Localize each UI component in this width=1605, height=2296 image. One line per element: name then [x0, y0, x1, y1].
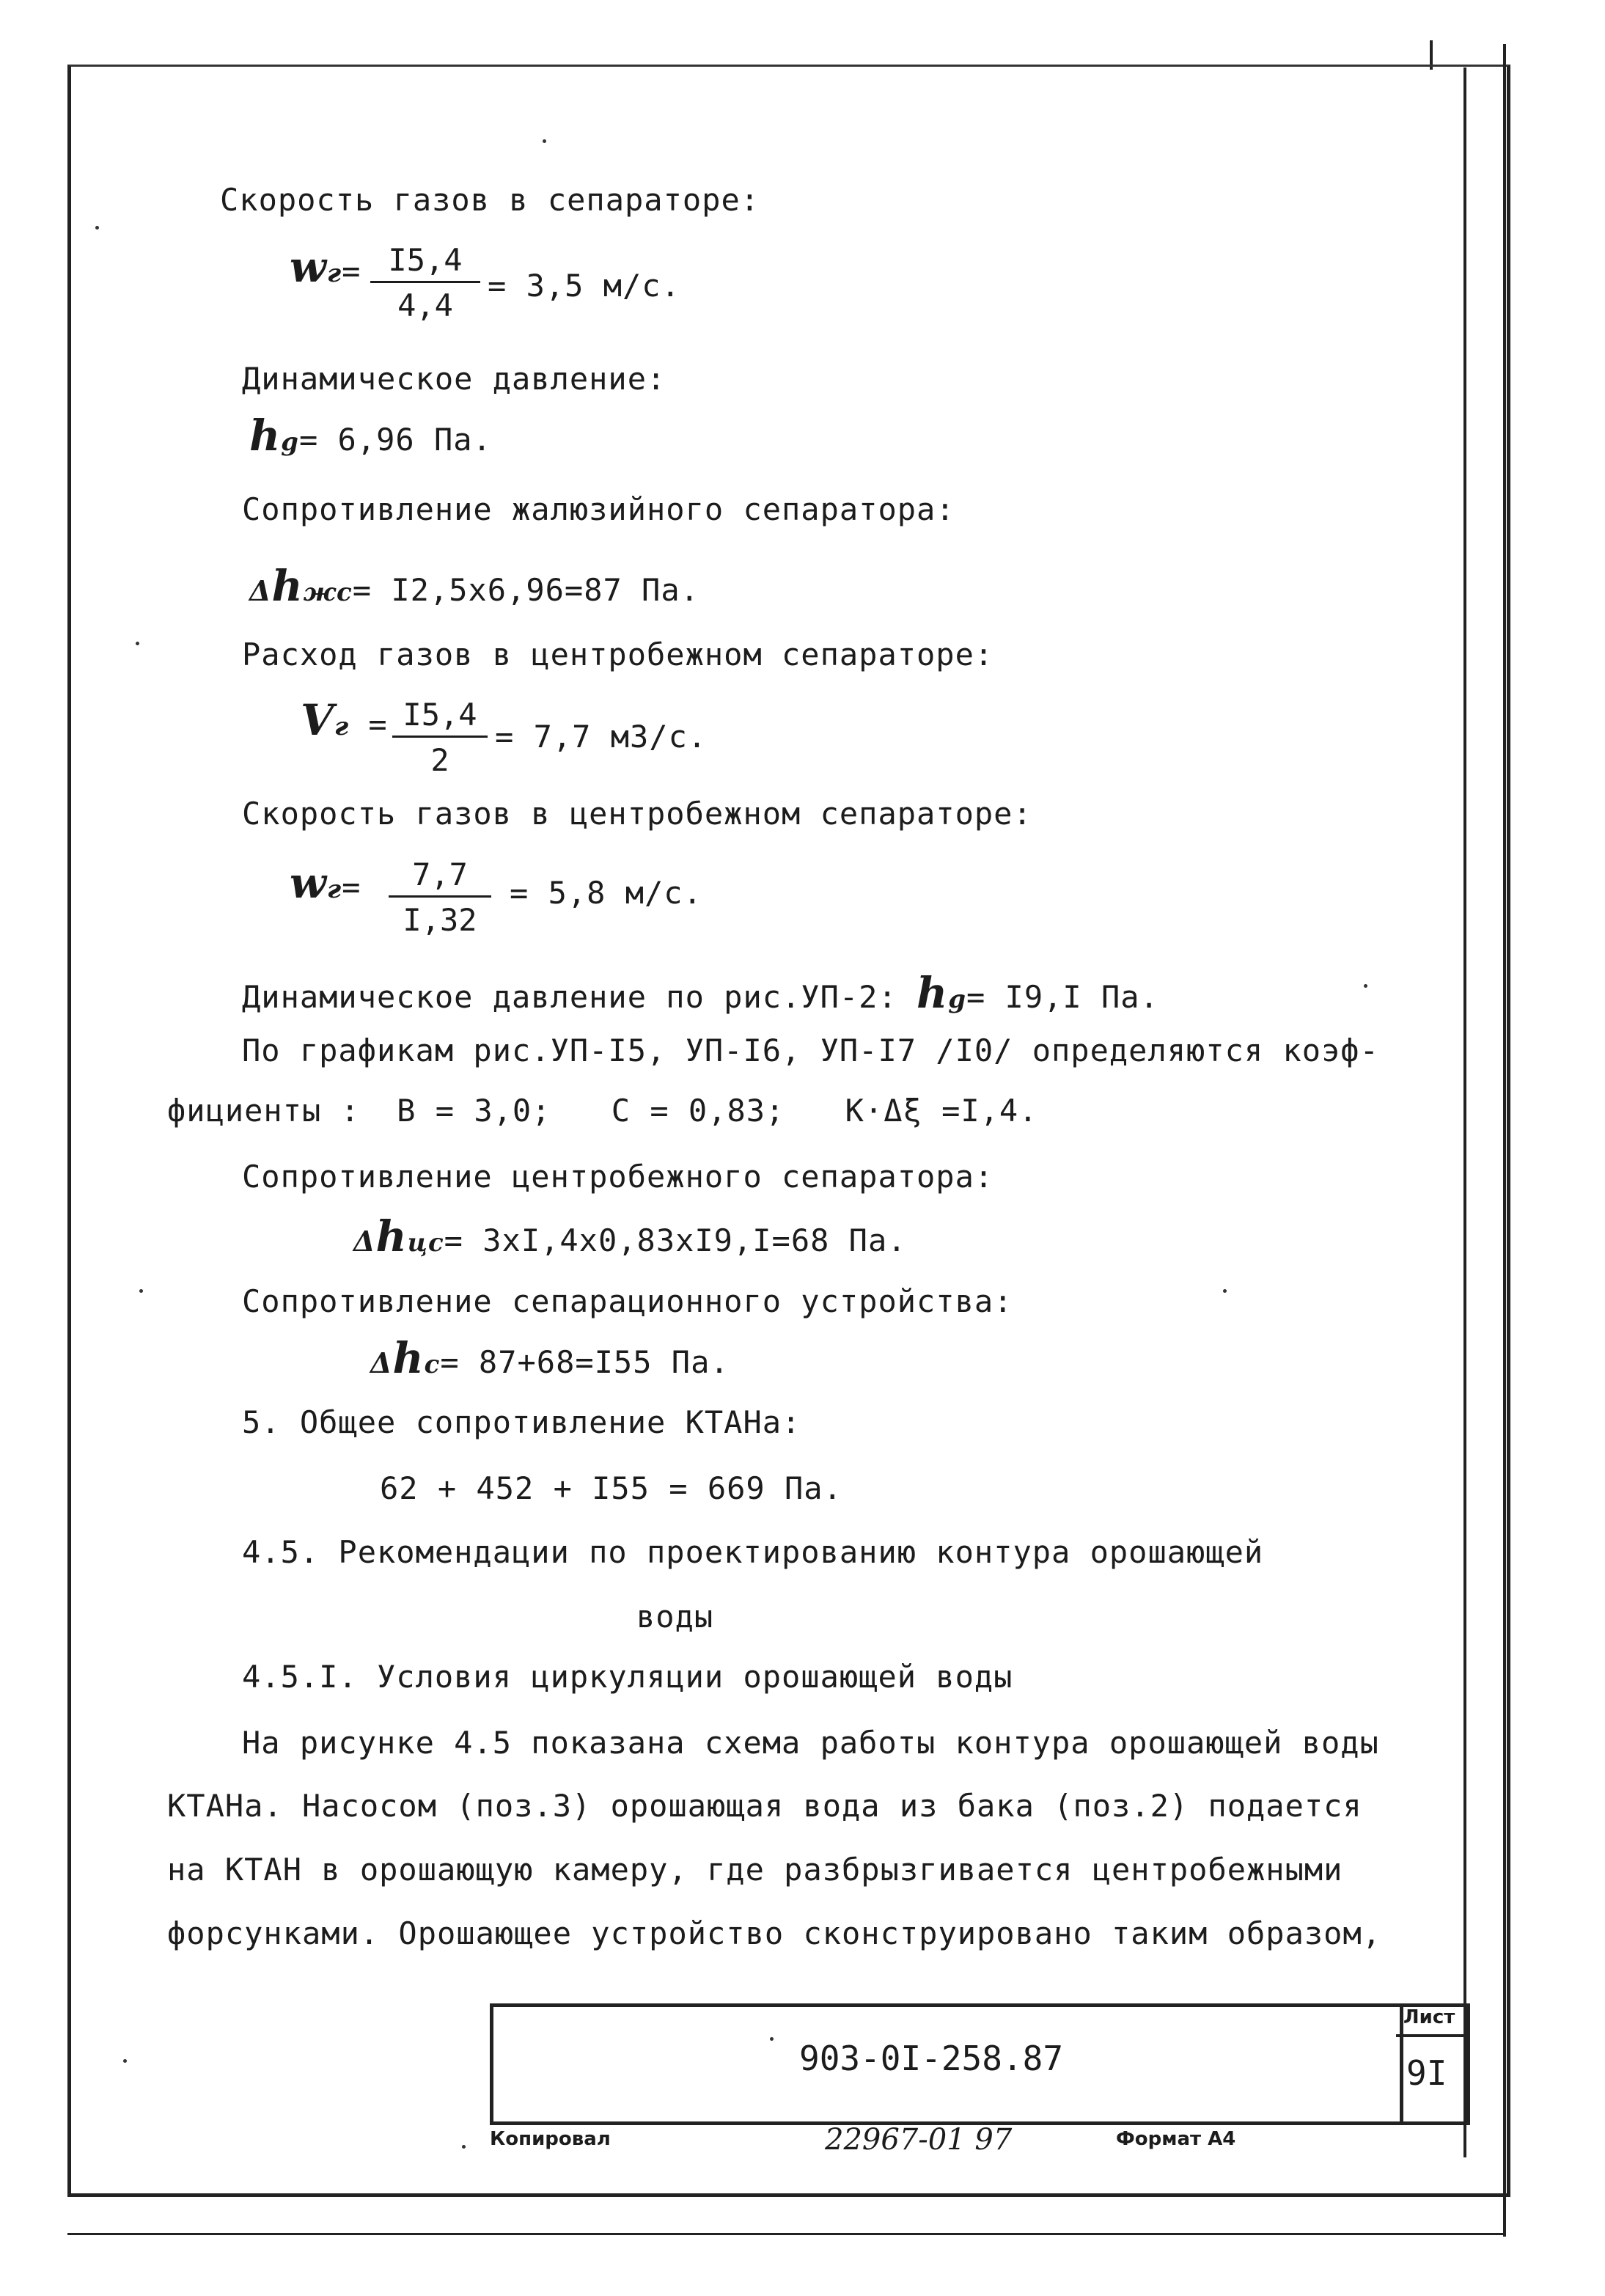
formula-7-value: = 87+68=I55 Па.: [440, 1344, 730, 1380]
paragraph-line-3: на КТАН в орошающую камеру, где разбрызгивается центробежными: [167, 1852, 1343, 1888]
coefficient-k: K·Δξ =I,4.: [845, 1093, 1038, 1129]
formula-3-value: = I2,5x6,96=87 Па.: [352, 572, 699, 608]
fraction-2-denominator: 2: [430, 742, 449, 778]
formula-6-value: = 3xI,4x0,83xI9,I=68 Па.: [444, 1222, 907, 1258]
omega-symbol: w: [290, 242, 327, 292]
formula-speed-lhs: wг=: [290, 242, 361, 292]
omega-subscript: г: [326, 875, 342, 904]
label-gas-flow: Расход газов в центробежном сепараторе:: [242, 637, 994, 672]
frame-outer-right-line: [1503, 44, 1506, 2237]
h-subscript: жс: [303, 578, 353, 607]
bottom-rule: [67, 2233, 1506, 2235]
dynamic-pressure-fig-text: Динамическое давление по рис.УП-2:: [242, 979, 897, 1015]
footer-doc-number: 22967-01 97: [825, 2123, 1013, 2157]
scan-speck: [770, 2037, 774, 2041]
section-4-5-heading: 4.5. Рекомендации по проектированию контура орошающей: [242, 1534, 1264, 1570]
h-subscript: g: [281, 428, 299, 457]
formula-jalousie-resistance: [249, 561, 699, 611]
h-symbol: h: [392, 1333, 425, 1383]
fraction-1: [370, 242, 480, 323]
label-separation-resistance: Сопротивление сепарационного устройства:: [242, 1283, 1013, 1319]
label-jalousie-resistance: Сопротивление жалюзийного сепаратора:: [242, 491, 955, 527]
scan-speck: [95, 226, 99, 230]
speed-title: Скорость газов в сепараторе:: [220, 182, 760, 218]
paragraph-line-2: КТАНа. Насосом (поз.3) орошающая вода из бака (поз.2) подается: [167, 1788, 1362, 1824]
fraction-2-numerator: I5,4: [392, 697, 488, 738]
scan-speck: [139, 1289, 143, 1293]
sheet-label: Лист: [1403, 2006, 1455, 2028]
formula-flow-lhs: Vг =: [301, 695, 388, 745]
scan-speck: [136, 642, 139, 645]
scan-speck: [462, 2145, 466, 2149]
fraction-3: [389, 857, 491, 938]
formula-2-value: = 6,96 Па.: [298, 422, 492, 458]
formula-centrifugal-resistance: [353, 1211, 907, 1261]
h-subscript: g: [948, 985, 966, 1014]
h-subscript: с: [424, 1350, 441, 1379]
item-5-formula: 62 + 452 + I55 = 669 Па.: [380, 1470, 842, 1506]
fraction-1-numerator: I5,4: [370, 242, 480, 283]
label-centrifugal-speed: Скорость газов в центробежном сепараторе:: [242, 796, 1032, 832]
sheet-box-divider: [1396, 2034, 1466, 2037]
scan-speck: [1223, 1289, 1227, 1293]
h-subscript: цс: [407, 1228, 444, 1258]
formula-dynamic-pressure: [249, 411, 492, 461]
v-subscript: г: [334, 712, 350, 741]
coefficient-b: B = 3,0;: [397, 1093, 551, 1129]
section-4-5-1-heading: 4.5.I. Условия циркуляции орошающей воды: [242, 1659, 1013, 1695]
formula-speed2-lhs: wг=: [290, 858, 361, 908]
h-symbol: h: [249, 411, 282, 461]
section-4-5-heading-cont: воды: [636, 1599, 714, 1635]
item-5-total-resistance: 5. Общее сопротивление КТАНа:: [242, 1404, 801, 1440]
scan-speck: [543, 139, 546, 143]
line-coefficients: [167, 1093, 1038, 1129]
h-symbol: h: [271, 561, 304, 611]
omega-symbol: w: [290, 858, 327, 908]
coefficients-prefix: фициенты :: [167, 1093, 360, 1129]
paragraph-line-1: На рисунке 4.5 показана схема работы контура орошающей воды: [242, 1725, 1379, 1761]
delta-symbol: Δ: [249, 574, 272, 607]
fraction-3-numerator: 7,7: [389, 857, 491, 898]
omega-subscript: г: [326, 259, 342, 288]
footer-copied: Копировал: [490, 2128, 611, 2150]
sheet-number: 9I: [1406, 2053, 1447, 2093]
fraction-1-denominator: 4,4: [397, 287, 453, 323]
delta-symbol: Δ: [370, 1346, 393, 1379]
label-centrifugal-resistance: Сопротивление центробежного сепаратора:: [242, 1159, 994, 1195]
fraction-3-denominator: I,32: [403, 902, 477, 938]
scan-speck: [123, 2059, 127, 2063]
document-code: 903-0I-258.87: [799, 2039, 1064, 2078]
h-symbol: h: [917, 968, 949, 1018]
formula-separation-resistance: [370, 1333, 730, 1383]
formula-flow-result: = 7,7 м3/с.: [495, 719, 708, 755]
formula-speed2-result: = 5,8 м/с.: [510, 875, 702, 911]
scan-speck: [1364, 984, 1367, 988]
frame-inner-right-line: [1463, 67, 1466, 2157]
v-symbol: V: [301, 695, 335, 745]
footer-format: Формат А4: [1116, 2128, 1236, 2150]
coefficient-c: C = 0,83;: [611, 1093, 785, 1129]
paragraph-line-4: форсунками. Орошающее устройство сконструировано таким образом,: [167, 1915, 1382, 1951]
formula-speed-result: = 3,5 м/с.: [488, 268, 680, 304]
line-graphs: По графикам рис.УП-I5, УП-I6, УП-I7 /I0/ определяются коэф-: [242, 1033, 1379, 1068]
delta-symbol: Δ: [353, 1225, 376, 1258]
fraction-2: [392, 697, 488, 778]
h-symbol: h: [375, 1211, 408, 1261]
line-dynamic-pressure-fig: [242, 968, 1159, 1018]
dynamic-pressure-fig-value: = I9,I Па.: [966, 979, 1159, 1015]
label-dynamic-pressure: Динамическое давление:: [242, 361, 666, 397]
